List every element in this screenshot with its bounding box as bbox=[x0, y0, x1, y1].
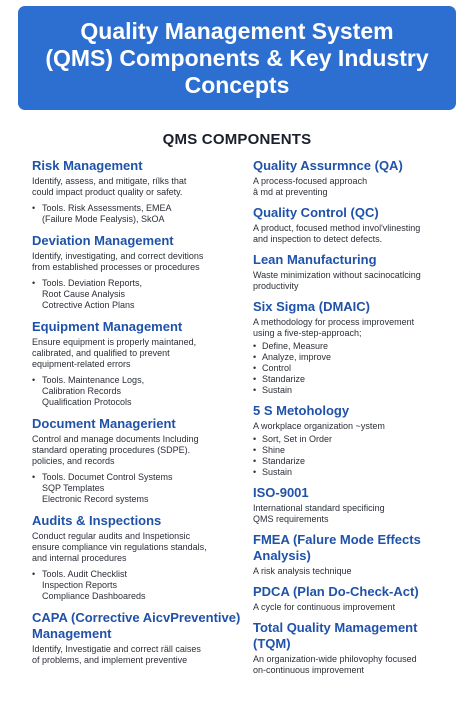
bullet-item: • Sort, Set in Order bbox=[253, 434, 458, 445]
component-desc-line: ensure compliance vin regulations standals, bbox=[32, 542, 207, 552]
bullet-list bbox=[253, 341, 458, 396]
component-deviation-management bbox=[32, 233, 247, 311]
concept-desc-line: â md at preventing bbox=[253, 187, 328, 197]
concept-desc-line: A product, focused method invol'vlinesting bbox=[253, 223, 421, 233]
concept-fmea bbox=[253, 532, 458, 577]
concept-title: 5 S Metohology bbox=[253, 403, 350, 418]
concept-desc-line: using a five-step-approach; bbox=[253, 328, 362, 338]
concept-iso-9001 bbox=[253, 485, 458, 525]
bullet-item: • Control bbox=[253, 363, 458, 374]
title-banner bbox=[18, 6, 456, 110]
concept-title: Quality Assurmnce (QA) bbox=[253, 158, 403, 173]
concept-desc-line: on-continuous improvement bbox=[253, 665, 365, 675]
bullet-list bbox=[253, 434, 458, 478]
concept-desc-line: productivity bbox=[253, 281, 299, 291]
concept-pdca bbox=[253, 584, 458, 613]
component-desc-line: Control and manage documents Including bbox=[32, 434, 199, 444]
component-equipment-management bbox=[32, 319, 247, 408]
tools-list bbox=[32, 203, 247, 225]
concept-desc-line: A cycle for continuous improvement bbox=[253, 602, 396, 612]
component-title: Equipment Management bbox=[32, 319, 183, 334]
component-title: Deviation Management bbox=[32, 233, 174, 248]
section-title: QMS COMPONENTS bbox=[162, 131, 312, 148]
concept-quality-control bbox=[253, 205, 458, 245]
component-title-line: CAPA (Corrective AicvPreventive) bbox=[32, 610, 241, 625]
component-risk-management bbox=[32, 158, 247, 225]
tools-list bbox=[32, 278, 247, 311]
component-title: Document Managerient bbox=[32, 416, 176, 431]
tools-list bbox=[32, 472, 247, 505]
component-audits-inspections bbox=[32, 513, 247, 602]
tools-item: SQP Templates bbox=[42, 483, 105, 493]
tools-item: Compliance Dashboareds bbox=[42, 591, 146, 601]
component-title bbox=[32, 610, 247, 642]
tools-item: Electronic Record systems bbox=[42, 494, 149, 504]
component-title-line: Management bbox=[32, 626, 112, 641]
tools-item: • Tools. Risk Assessments, EMEA bbox=[32, 203, 247, 214]
right-column bbox=[253, 158, 458, 683]
concept-desc-line: and inspection to detect defects. bbox=[253, 234, 383, 244]
concept-six-sigma bbox=[253, 299, 458, 396]
tools-item: Calibration Records bbox=[42, 386, 122, 396]
component-desc-line: Identify, assess, and mitigate, rílks that bbox=[32, 176, 187, 186]
component-desc-line: from established processes or procedures bbox=[32, 262, 200, 272]
concept-desc-line: A workplace organization ~ystem bbox=[253, 421, 385, 431]
tools-item: • Tools. Documet Control Systems bbox=[32, 472, 247, 483]
tools-item: • Tools. Deviation Reports, bbox=[32, 278, 247, 289]
component-desc-line: could impact product quality or safety. bbox=[32, 187, 183, 197]
component-desc-line: and internal procedures bbox=[32, 553, 127, 563]
component-desc-line: of problems, and implement preventive bbox=[32, 655, 188, 665]
concept-quality-assurance bbox=[253, 158, 458, 198]
concept-desc-line: A process-focused approach bbox=[253, 176, 368, 186]
component-title: Risk Management bbox=[32, 158, 143, 173]
bullet-item: • Analyze, improve bbox=[253, 352, 458, 363]
tools-item: Cotrective Action Plans bbox=[42, 300, 135, 310]
page-title-line-3: Concepts bbox=[184, 71, 290, 98]
component-desc-line: standard operating procedures (SDPE). bbox=[32, 445, 191, 455]
component-desc-line: calibrated, and qualified to prevent bbox=[32, 348, 170, 358]
tools-item: • Tools. Maintenance Logs, bbox=[32, 375, 247, 386]
component-capa-management bbox=[32, 610, 247, 666]
component-desc-line: equipment-related errors bbox=[32, 359, 131, 369]
concept-desc-line: An organization-wide philovophy focused bbox=[253, 654, 417, 664]
bullet-item: • Standarize bbox=[253, 374, 458, 385]
bullet-item: • Standarize bbox=[253, 456, 458, 467]
concept-desc-line: QMS requirements bbox=[253, 514, 329, 524]
component-desc-line: Conduct regular audits and Inspetionsic bbox=[32, 531, 191, 541]
component-desc-line: Identify, investigating, and correct devitions bbox=[32, 251, 204, 261]
left-column bbox=[32, 158, 247, 674]
component-desc-line: policies, and records bbox=[32, 456, 115, 466]
page-title-line-1: Quality Management System bbox=[80, 17, 394, 44]
concept-title: PDCA (Plan Do-Check-Act) bbox=[253, 584, 419, 599]
concept-tqm bbox=[253, 620, 458, 676]
concept-title: Six Sigma (DMAIC) bbox=[253, 299, 371, 314]
component-desc-line: Identify, Investigatie and correct räll caises bbox=[32, 644, 201, 654]
tools-list bbox=[32, 375, 247, 408]
component-desc-line: Ensure equipment is properly maintaned, bbox=[32, 337, 197, 347]
concept-desc-line: A risk analysis technique bbox=[253, 566, 352, 576]
concept-lean-manufacturing bbox=[253, 252, 458, 292]
concept-title: Total Quality Mamagement (TQM) bbox=[253, 620, 418, 651]
concept-title: FMEA (Falure Mode Effects Analysis) bbox=[253, 532, 421, 563]
bullet-item: • Sustain bbox=[253, 467, 458, 478]
bullet-item: • Sustain bbox=[253, 385, 458, 396]
tools-item: Qualification Protocols bbox=[42, 397, 132, 407]
tools-item: • Tools. Audit Checklist bbox=[32, 569, 247, 580]
concept-title: Lean Manufacturing bbox=[253, 252, 377, 267]
concept-desc-line: International standard specificing bbox=[253, 503, 385, 513]
bullet-item: • Shine bbox=[253, 445, 458, 456]
component-title: Audits & Inspections bbox=[32, 513, 162, 528]
concept-desc-line: A methodology for process improvement bbox=[253, 317, 415, 327]
tools-list bbox=[32, 569, 247, 602]
concept-title: Quality Control (QC) bbox=[253, 205, 379, 220]
page-title-line-2: (QMS) Components & Key Industry bbox=[45, 44, 429, 71]
tools-item: Root Cause Analysis bbox=[42, 289, 126, 299]
tools-item: Inspection Reports bbox=[42, 580, 118, 590]
concept-5s-methodology bbox=[253, 403, 458, 478]
concept-title: ISO-9001 bbox=[253, 485, 309, 500]
component-document-management bbox=[32, 416, 247, 505]
tools-item: (Failure Mode Fealysis), SkOA bbox=[42, 214, 165, 224]
concept-desc-line: Waste minimization without sacinocatlcing bbox=[253, 270, 421, 280]
bullet-item: • Define, Measure bbox=[253, 341, 458, 352]
